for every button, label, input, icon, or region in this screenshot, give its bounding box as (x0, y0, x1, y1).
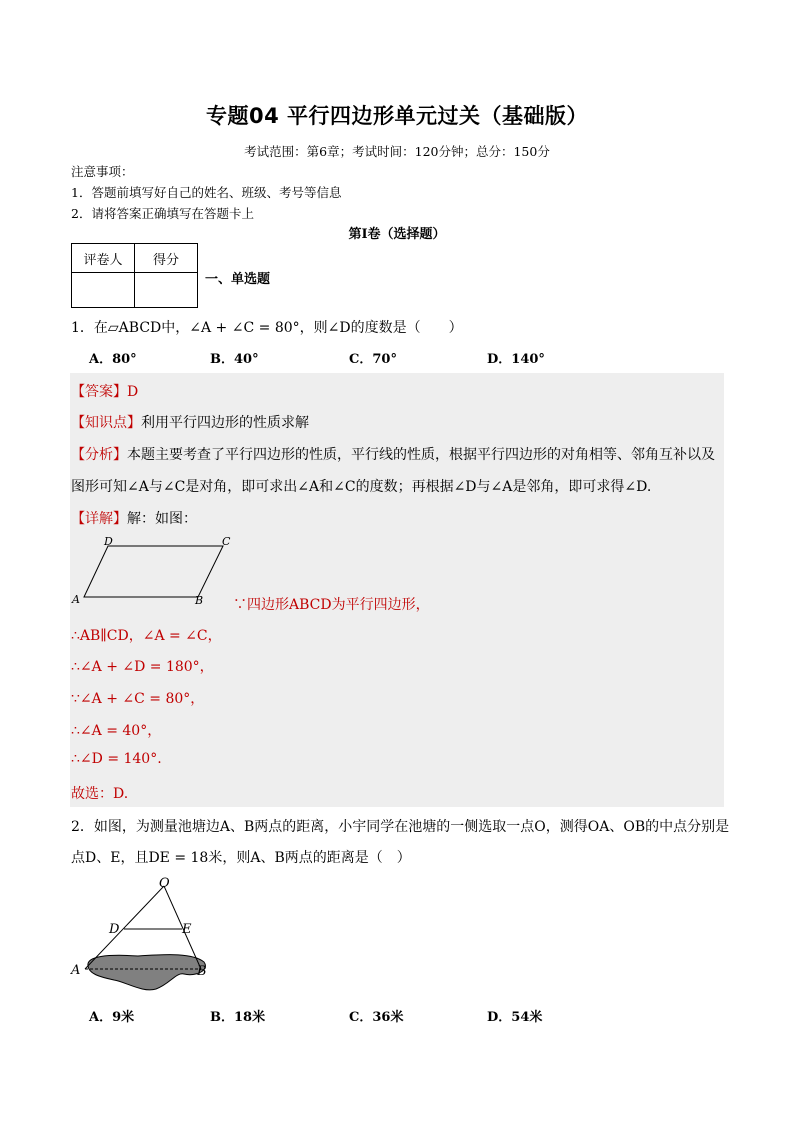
q1-stem: 1．在▱ABCD中，∠A + ∠C = 80°，则∠D的度数是（ ） (71, 320, 463, 336)
q1-step-2: ∴AB∥CD，∠A = ∠C， (71, 628, 222, 644)
figure-label-e: E (182, 922, 192, 937)
knowledge-text: 利用平行四边形的性质求解 (141, 415, 309, 431)
q2-option-b[interactable]: B．18米 (210, 1010, 266, 1025)
figure-label-c: C (222, 535, 231, 548)
figure-label-d2: D (109, 922, 120, 937)
page-title: 专题04 平行四边形单元过关（基础版） (205, 104, 589, 128)
detail-intro: 解：如图： (127, 511, 197, 527)
figure-label-d: D (104, 535, 113, 548)
q1-option-c[interactable]: C．70° (349, 352, 397, 367)
q2-stem-line-2: 点D、E，且DE = 18米，则A、B两点的距离是（ ） (71, 850, 411, 866)
q2-option-a[interactable]: A．9米 (89, 1010, 135, 1025)
figure-label-o: O (159, 876, 170, 891)
score-table-score-cell[interactable] (135, 273, 198, 308)
q1-step-3: ∴∠A + ∠D = 180°， (71, 659, 214, 675)
q1-option-d[interactable]: D．140° (487, 352, 545, 367)
figure-label-a: A (72, 593, 80, 606)
note-item-1: 1．答题前填写好自己的姓名、班级、考号等信息 (71, 185, 342, 200)
figure-label-b2: B (197, 964, 207, 979)
score-table-reviewer-cell[interactable] (72, 273, 135, 308)
score-table-reviewer-header: 评卷人 (72, 244, 135, 273)
q1-analysis-line-2: 图形可知∠A与∠C是对角，即可求出∠A和∠C的度数；再根据∠D与∠A是邻角，即可求得∠D. (71, 479, 652, 495)
detail-tag: 【详解】 (71, 511, 127, 527)
figure-label-b: B (195, 594, 204, 607)
q1-detail-line (71, 508, 197, 528)
q1-option-b[interactable]: B．40° (210, 352, 259, 367)
q2-stem-line-1: 2．如图，为测量池塘边A、B两点的距离，小宇同学在池塘的一侧选取一点O，测得OA、OB的中点分别是 (71, 819, 730, 835)
q1-step-4: ∵∠A + ∠C = 80°， (71, 691, 205, 707)
q1-step-6: ∴∠D = 140°. (71, 751, 162, 767)
q1-conclusion: 故选：D. (71, 786, 129, 802)
q1-option-a[interactable]: A．80° (89, 352, 137, 367)
parallelogram-figure (70, 533, 240, 608)
analysis-text-1: 本题主要考查了平行四边形的性质，平行线的性质，根据平行四边形的对角相等、邻角互补以及 (127, 447, 715, 463)
knowledge-tag: 【知识点】 (71, 415, 141, 431)
section-title: 一、单选题 (205, 272, 271, 287)
note-item-2: 2．请将答案正确填写在答题卡上 (71, 206, 254, 221)
answer-value: D (127, 384, 139, 400)
analysis-tag: 【分析】 (71, 447, 127, 463)
figure-label-a2: A (71, 963, 81, 978)
score-table (71, 243, 198, 308)
exam-info: 考试范围：第6章；考试时间：120分钟；总分：150分 (244, 144, 550, 159)
pond-figure (68, 874, 218, 996)
notes-heading: 注意事项： (71, 164, 134, 179)
q1-analysis-line-1 (71, 444, 715, 464)
part-title: 第I卷（选择题） (348, 227, 446, 242)
answer-tag: 【答案】 (71, 384, 127, 400)
q1-step-5: ∴∠A = 40°， (71, 723, 162, 739)
q1-knowledge-line (71, 412, 309, 432)
q2-option-d[interactable]: D．54米 (487, 1010, 543, 1025)
q1-step-1: ∵四边形ABCD为平行四边形， (233, 597, 430, 613)
parallelogram-shape (84, 546, 223, 597)
score-table-score-header: 得分 (135, 244, 198, 273)
q1-answer-line (71, 381, 138, 401)
pond-shape (88, 955, 206, 990)
q2-option-c[interactable]: C．36米 (349, 1010, 404, 1025)
